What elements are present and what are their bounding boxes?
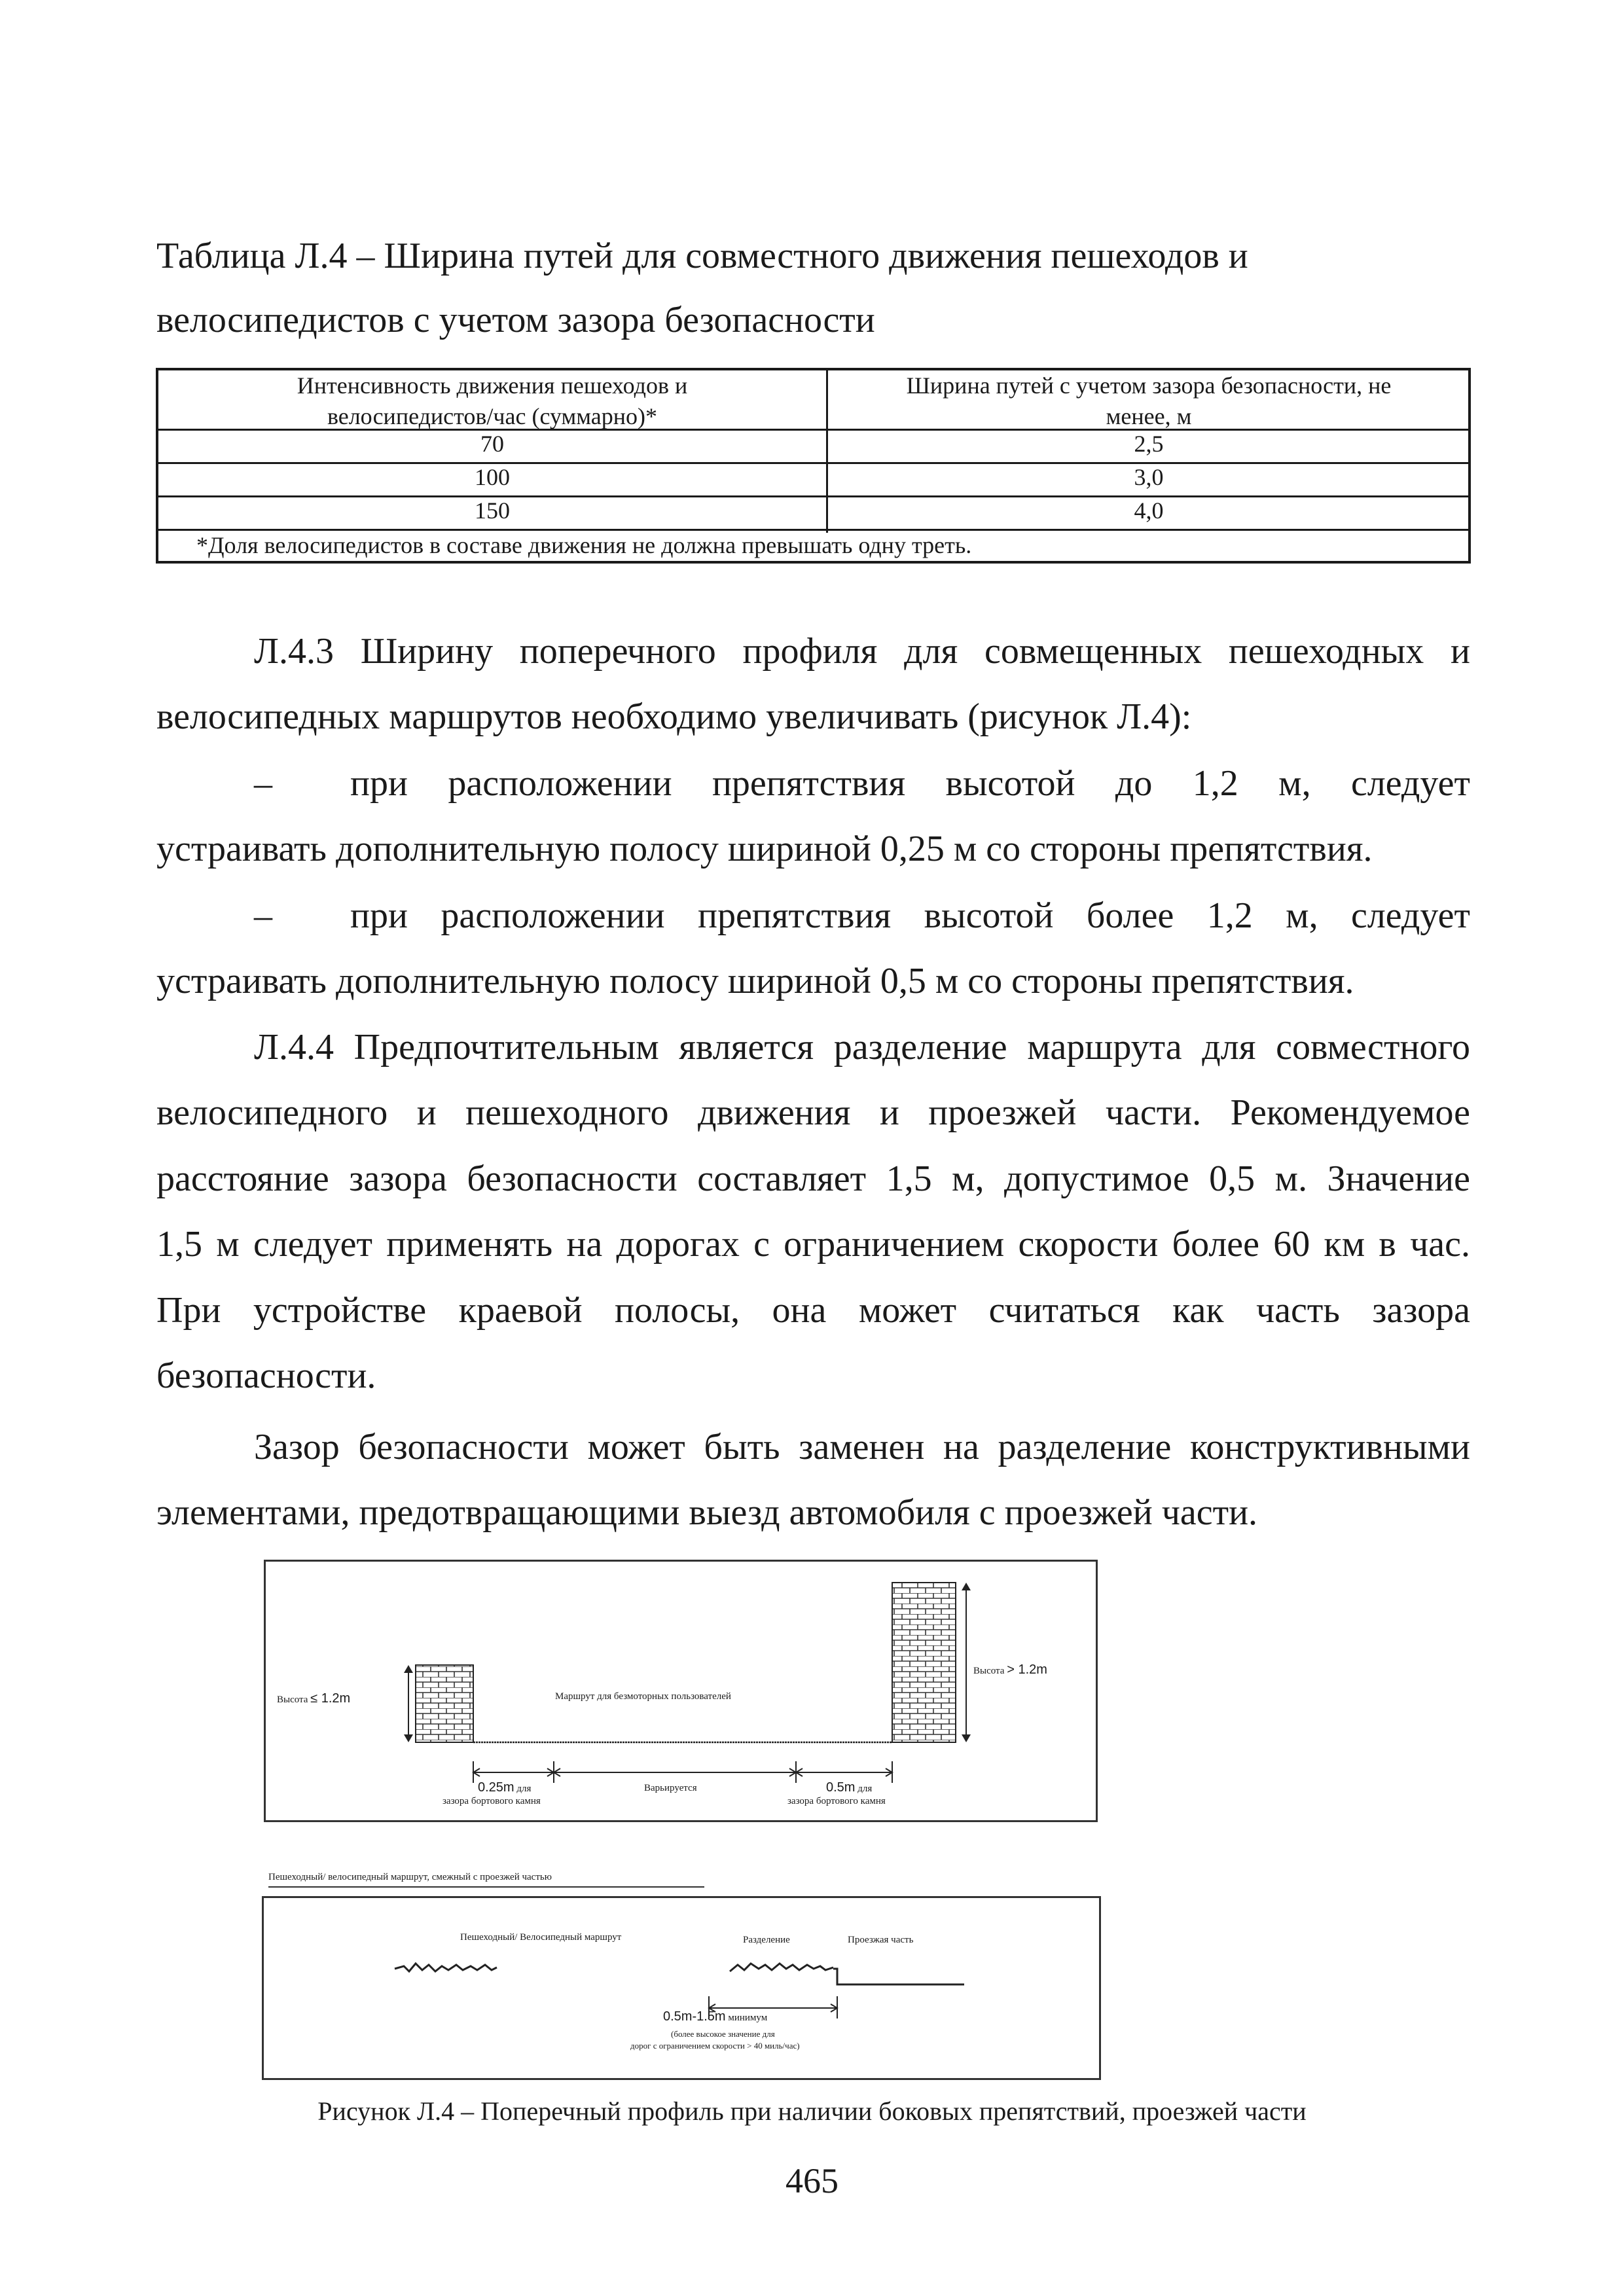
bullet-2-line-1: при расположении препятствия высотой более 1,2 м, следует — [350, 895, 1470, 936]
paragraph-gap-line-1: Зазор безопасности может быть заменен на разделение конструктивными — [254, 1427, 1470, 1467]
paragraph-l44-line-3: расстояние зазора безопасности составляет 1,5 м, допустимое 0,5 м. Значение — [156, 1158, 1470, 1199]
intensity-width-table — [156, 368, 1471, 564]
paragraph-gap-line-2: элементами, предотвращающими выезд автомобиля с проезжей части. — [156, 1492, 1258, 1533]
curb-gap-caption-left: зазора бортового камня — [442, 1796, 541, 1806]
table-row: 2,5 — [1134, 431, 1164, 457]
carriageway-surface — [833, 1969, 964, 1984]
low-obstacle-wall — [416, 1665, 473, 1742]
table-row: 100 — [475, 464, 510, 490]
paragraph-l44-line-1: Л.4.4 Предпочтительным является разделение маршрута для совместного — [254, 1027, 1470, 1067]
page-number: 465 — [785, 2161, 839, 2200]
bullet-dash: – — [254, 895, 272, 936]
separation-width-dimension: 0.5m-1.5m минимум — [663, 2009, 768, 2024]
curb-gap-dimension-left: 0.25m для — [478, 1780, 532, 1795]
table-title-line-1: Таблица Л.4 – Ширина путей для совместного движения пешеходов и — [156, 236, 1248, 276]
nonmotorized-route-label: Маршрут для безмоторных пользователей — [555, 1691, 731, 1702]
separation-note-line-1: (более высокое значение для — [671, 2029, 775, 2039]
shared-route-label: Пешеходный/ Велосипедный маршрут — [460, 1932, 622, 1943]
figure-caption: Рисунок Л.4 – Поперечный профиль при наличии боковых препятствий, проезжей части — [317, 2096, 1307, 2126]
separation-note-line-2: дорог с ограничением скорости > 40 миль/час) — [630, 2041, 800, 2051]
table-header-width: Ширина путей с учетом зазора безопасности, не менее, м — [906, 372, 1392, 429]
table-header-intensity: Интенсивность движения пешеходов и велосипедистов/час (суммарно)* — [297, 372, 688, 429]
paragraph-l44-line-5: При устройстве краевой полосы, она может считаться как часть зазора — [156, 1290, 1470, 1331]
curb-gap-dimension-right: 0.5m для — [826, 1780, 873, 1795]
bullet-1-line-2: устраивать дополнительную полосу шириной 0,25 м со стороны препятствия. — [156, 829, 1373, 869]
curb-gap-caption-right: зазора бортового камня — [787, 1796, 886, 1806]
high-obstacle-height-label: Высота > 1.2m — [973, 1662, 1047, 1677]
bullet-1-line-1: при расположении препятствия высотой до 1,2 м, следует — [350, 763, 1470, 804]
separation-surface — [730, 1964, 833, 1971]
paragraph-l44-line-4: 1,5 м следует применять на дорогах с ограничением скорости более 60 км в час. — [156, 1224, 1470, 1265]
table-row: 70 — [480, 431, 504, 457]
high-obstacle-wall — [892, 1583, 956, 1742]
figure-separation-profile — [262, 1896, 1101, 2080]
table-footnote: *Доля велосипедистов в составе движения не должна превышать одну треть. — [196, 532, 972, 558]
carriageway-label: Проезжая часть — [848, 1935, 914, 1945]
table-row: 3,0 — [1134, 464, 1164, 490]
low-obstacle-height-label: Высота ≤ 1.2m — [277, 1691, 351, 1706]
paragraph-l44-line-2: велосипедного и пешеходного движения и проезжей части. Рекомендуемое — [156, 1092, 1470, 1133]
separation-label: Разделение — [743, 1935, 790, 1945]
figure-obstacles-profile — [264, 1560, 1098, 1822]
bullet-2-line-2: устраивать дополнительную полосу шириной 0,5 м со стороны препятствия. — [156, 961, 1354, 1001]
adjacent-route-title: Пешеходный/ велосипедный маршрут, смежный с проезжей частью — [268, 1872, 552, 1882]
paragraph-l43-line-1: Л.4.3 Ширину поперечного профиля для совмещенных пешеходных и — [254, 631, 1470, 672]
route-surface — [395, 1964, 497, 1971]
variable-width-label: Варьируется — [644, 1783, 697, 1793]
table-row: 150 — [475, 497, 510, 524]
bullet-dash: – — [254, 763, 272, 804]
table-row: 4,0 — [1134, 497, 1164, 524]
paragraph-l43-line-2: велосипедных маршрутов необходимо увеличивать (рисунок Л.4): — [156, 696, 1192, 737]
table-title-line-2: велосипедистов с учетом зазора безопасности — [156, 300, 875, 340]
paragraph-l44-line-6: безопасности. — [156, 1355, 376, 1396]
